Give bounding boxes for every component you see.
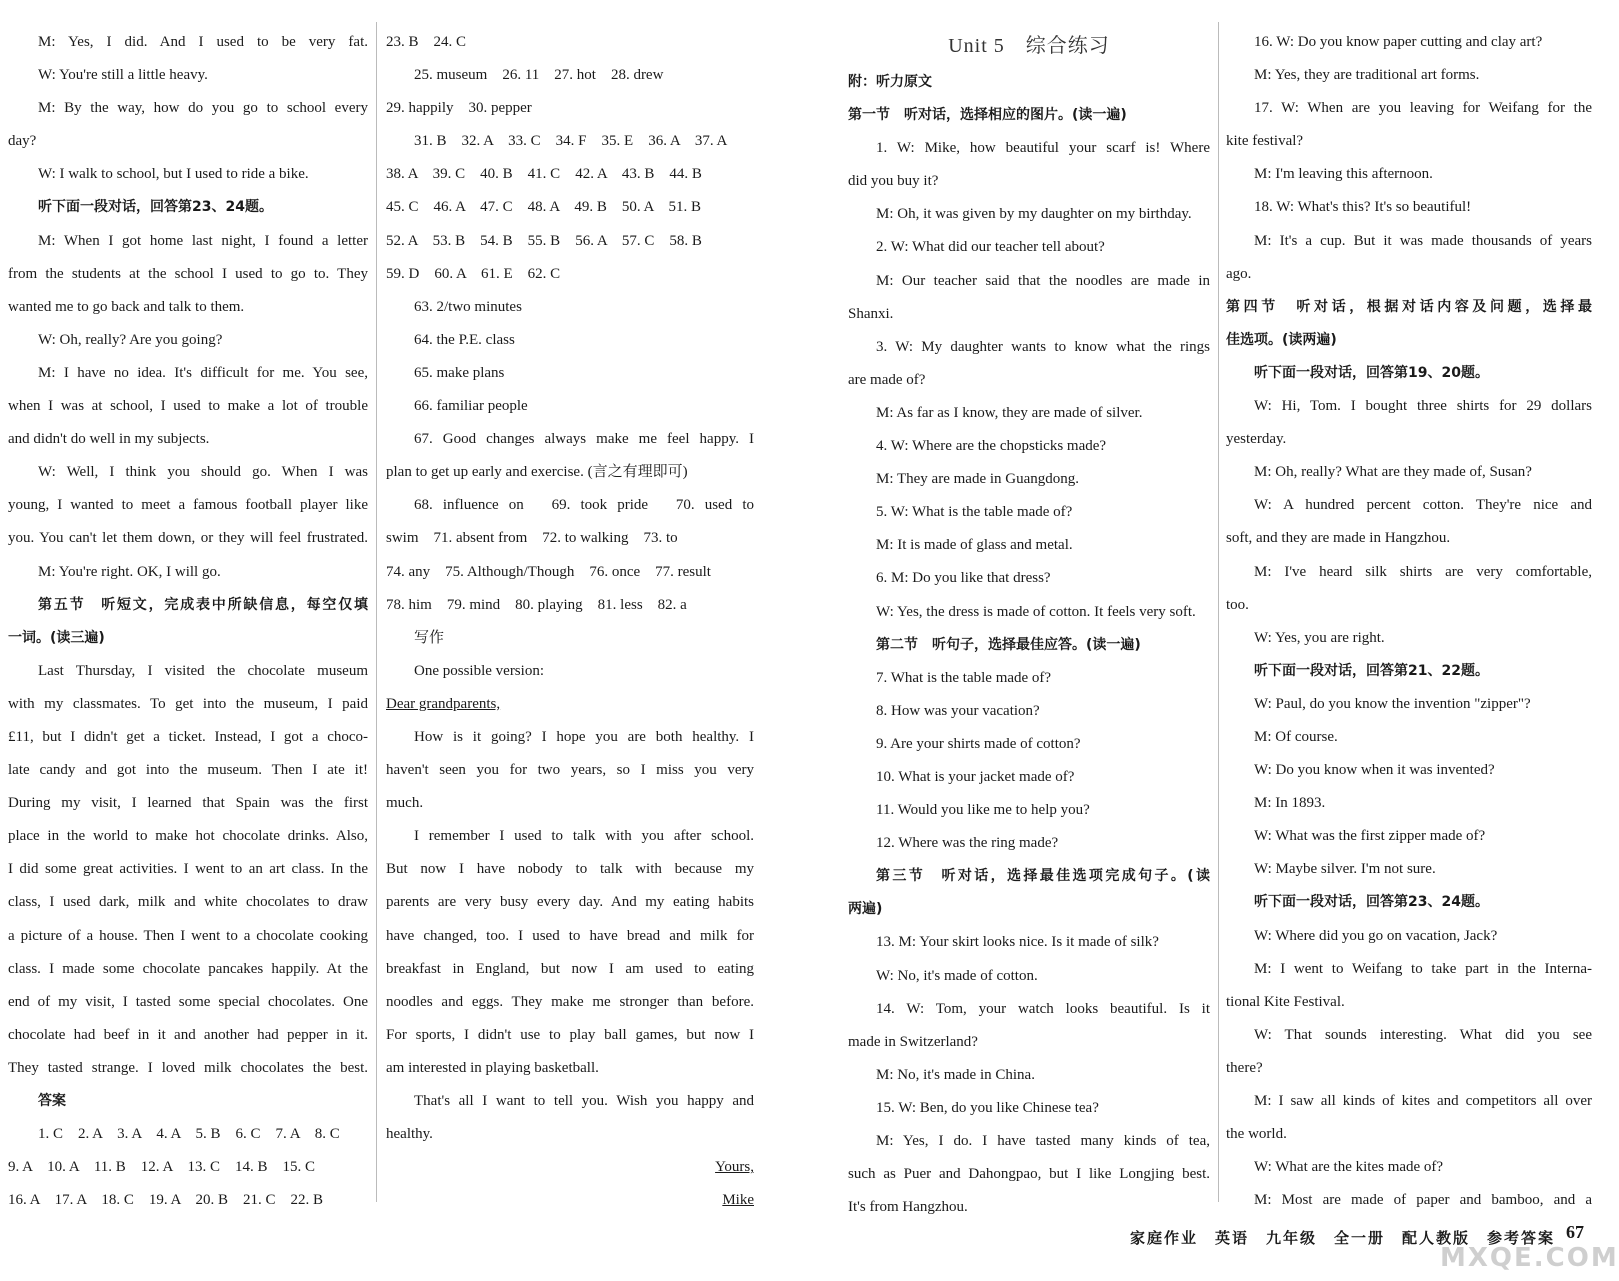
letter-greeting-text: Dear grandparents, <box>386 695 501 712</box>
text-line: 14. W: Tom, your watch looks beautiful. Is it <box>876 1000 1210 1017</box>
text-line: made in Switzerland? <box>848 1033 978 1050</box>
text-line: much. <box>386 795 424 812</box>
text-line: late candy and got into the museum. Then I ate it! <box>8 762 368 779</box>
text-line: 10. What is your jacket made of? <box>876 768 1075 785</box>
section-heading: 第一节 听对话，选择相应的图片。(读一遍) <box>848 107 1127 124</box>
text-line: W: Do you know when it was invented? <box>1254 762 1495 779</box>
text-line: tional Kite Festival. <box>1226 993 1345 1010</box>
text-line: when I was at school, I used to make a lot of trouble <box>8 398 368 415</box>
section-heading: 佳选项。(读两遍) <box>1226 331 1337 348</box>
answers-heading: 答案 <box>38 1093 66 1109</box>
text-line: 2. W: What did our teacher tell about? <box>876 239 1105 256</box>
text-line: M: By the way, how do you go to school every <box>38 100 368 117</box>
text-line: W: Where did you go on vacation, Jack? <box>1254 927 1498 944</box>
column-1 <box>8 26 368 1217</box>
text-line: too. <box>1226 596 1249 613</box>
answer-line: plan to get up early and exercise. (言之有理即可) <box>386 464 688 481</box>
answer-line: 66. familiar people <box>414 398 528 415</box>
text-line: healthy. <box>386 1126 433 1143</box>
letter-greeting <box>386 688 754 721</box>
text-line: end of my visit, I tasted some special chocolates. One <box>8 993 368 1010</box>
text-line: How is it going? I hope you are both healthy. I <box>414 728 754 745</box>
text-line: M: Oh, it was given by my daughter on my birthday. <box>876 206 1192 223</box>
text-line: It's from Hangzhou. <box>848 1199 968 1216</box>
text-line: there? <box>1226 1059 1263 1076</box>
section-instruction: 听下面一段对话，回答第23、24题。 <box>1254 894 1489 911</box>
letter-signature-text: Mike <box>722 1192 754 1209</box>
text-line: M: Yes, I do. I have tasted many kinds of tea, <box>876 1133 1210 1149</box>
text-line: W: Hi, Tom. I bought three shirts for 29 dollars <box>1254 398 1592 415</box>
answer-line: 16. A 17. A 18. C 19. A 20. B 21. C 22. B <box>8 1192 324 1209</box>
text-line: 1. W: Mike, how beautiful your scarf is! Where <box>876 140 1210 157</box>
text-line: did you buy it? <box>848 173 939 190</box>
text-line: M: I'm leaving this afternoon. <box>1254 166 1433 183</box>
text-line: 17. W: When are you leaving for Weifang for the <box>1254 100 1592 117</box>
text-line: haven't seen you for two years, so I miss you very <box>386 762 754 779</box>
page-footer: 家庭作业 英语 九年级 全一册 配人教版 参考答案 <box>1130 1231 1556 1247</box>
text-line: They tasted strange. I loved milk chocolates the best. <box>8 1059 368 1076</box>
text-line: M: Yes, they are traditional art forms. <box>1254 67 1480 84</box>
text-line: W: Well, I think you should go. When I was <box>38 464 368 481</box>
text-line: are made of? <box>848 371 926 388</box>
text-line: young, I wanted to meet a famous football player like <box>8 497 368 514</box>
text-line: M: In 1893. <box>1254 795 1326 812</box>
column-3 <box>848 26 1210 1224</box>
text-line: 13. M: Your skirt looks nice. Is it made of silk? <box>876 934 1159 951</box>
writing-heading: 写作 <box>414 629 445 646</box>
text-line: W: Oh, really? Are you going? <box>38 331 223 348</box>
text-line: day? <box>8 133 37 150</box>
text-line: Shanxi. <box>848 305 894 322</box>
column-4 <box>1226 26 1592 1217</box>
section-instruction: 听下面一段对话，回答第19、20题。 <box>1254 364 1489 381</box>
text-line: the world. <box>1226 1126 1287 1143</box>
text-line: M: It's a cup. But it was made thousands of years <box>1254 232 1592 249</box>
text-line: place in the world to make hot chocolate drinks. Also, <box>8 828 368 845</box>
text-line: W: What was the first zipper made of? <box>1254 828 1486 845</box>
answer-line: 1. C 2. A 3. A 4. A 5. B 6. C 7. A 8. C <box>38 1126 340 1143</box>
text-line: 7. What is the table made of? <box>876 669 1052 686</box>
answer-line: 9. A 10. A 11. B 12. A 13. C 14. B 15. C <box>8 1159 315 1176</box>
text-line: But now I have nobody to talk with because my <box>386 861 754 878</box>
text-line: M: I've heard silk shirts are very comfortable, <box>1254 563 1592 580</box>
text-line: 15. W: Ben, do you like Chinese tea? <box>876 1099 1099 1116</box>
text-line: noodles and eggs. They make me stronger than before. <box>386 993 754 1010</box>
letter-closing <box>386 1151 754 1184</box>
answer-line: swim 71. absent from 72. to walking 73. to <box>386 530 678 547</box>
text-line: class, I used dark, milk and white chocolates to draw <box>8 894 368 911</box>
column-2 <box>386 26 754 1217</box>
text-line: M: Yes, I did. And I used to be very fat. <box>38 34 368 50</box>
unit-title: Unit 5 综合练习 <box>948 35 1110 57</box>
section-heading: 第四节 听对话，根据对话内容及问题，选择最 <box>1226 298 1592 315</box>
answer-line: 78. him 79. mind 80. playing 81. less 82. a <box>386 596 687 613</box>
answer-line: 64. the P.E. class <box>414 331 515 348</box>
text-line: M: No, it's made in China. <box>876 1066 1035 1083</box>
text-line: 5. W: What is the table made of? <box>876 504 1073 521</box>
text-line: 4. W: Where are the chopsticks made? <box>876 438 1107 455</box>
answer-line: 65. make plans <box>414 364 505 381</box>
text-line: chocolate had beef in it and another had pepper in it. <box>8 1026 368 1043</box>
text-line: yesterday. <box>1226 431 1287 448</box>
answer-line: 45. C 46. A 47. C 48. A 49. B 50. A 51. B <box>386 199 702 216</box>
text-line: W: No, it's made of cotton. <box>876 967 1038 984</box>
text-line: am interested in playing basketball. <box>386 1059 599 1076</box>
text-line: W: Yes, the dress is made of cotton. It feels very soft. <box>876 603 1196 620</box>
text-line: kite festival? <box>1226 133 1304 150</box>
section-heading: 一词。(读三遍) <box>8 629 105 646</box>
text-line: W: Maybe silver. I'm not sure. <box>1254 861 1436 878</box>
text-line: M: Of course. <box>1254 728 1338 745</box>
answer-line: 31. B 32. A 33. C 34. F 35. E 36. A 37. A <box>414 133 728 150</box>
text-line: you. You can't let them down, or they will feel frustrated. <box>8 530 368 547</box>
text-line: ago. <box>1226 265 1252 282</box>
answer-line: 23. B 24. C <box>386 34 467 50</box>
text-line: 11. Would you like me to help you? <box>876 802 1090 819</box>
section-instruction: 听下面一段对话，回答第21、22题。 <box>1254 662 1489 679</box>
text-line: M: It is made of glass and metal. <box>876 537 1073 554</box>
answer-line: 67. Good changes always make me feel happy. I <box>414 431 754 448</box>
text-line: parents are very busy every day. And my eating habits <box>386 894 754 911</box>
column-divider <box>376 22 377 1202</box>
text-line: W: Paul, do you know the invention "zipper"? <box>1254 695 1531 712</box>
text-line: M: They are made in Guangdong. <box>876 471 1080 488</box>
answer-line: 29. happily 30. pepper <box>386 100 532 117</box>
text-line: M: I have no idea. It's difficult for me. You see, <box>38 364 368 381</box>
letter-signature <box>386 1184 754 1217</box>
answer-line: 68. influence on 69. took pride 70. used to <box>414 497 754 514</box>
text-line: One possible version: <box>414 662 544 679</box>
text-line: breakfast in England, but now I am used to eating <box>386 960 754 977</box>
text-line: W: That sounds interesting. What did you see <box>1254 1026 1592 1043</box>
text-line: wanted me to go back and talk to them. <box>8 298 245 315</box>
text-line: class. I made some chocolate pancakes happily. At the <box>8 960 368 977</box>
text-line: I remember I used to talk with you after school. <box>414 828 754 845</box>
text-line: For sports, I didn't use to play ball games, but now I <box>386 1026 754 1043</box>
text-line: I did some great activities. I went to an art class. In the <box>8 861 368 878</box>
answer-line: 38. A 39. C 40. B 41. C 42. A 43. B 44. B <box>386 166 702 183</box>
text-line: 9. Are your shirts made of cotton? <box>876 735 1081 752</box>
page-number: 67 <box>1566 1222 1584 1242</box>
text-line: M: When I got home last night, I found a letter <box>38 232 368 249</box>
text-line: W: You're still a little heavy. <box>38 67 208 84</box>
section-heading: 第三节 听对话，选择最佳选项完成句子。(读 <box>876 868 1210 885</box>
text-line: 16. W: Do you know paper cutting and clay art? <box>1254 34 1543 50</box>
text-line: M: I saw all kinds of kites and competitors all over <box>1254 1093 1592 1109</box>
section-heading: 第二节 听句子，选择最佳应答。(读一遍) <box>876 636 1141 653</box>
answer-line: 74. any 75. Although/Though 76. once 77. result <box>386 563 711 580</box>
answer-line: 63. 2/two minutes <box>414 298 522 315</box>
text-line: soft, and they are made in Hangzhou. <box>1226 530 1451 547</box>
text-line: Last Thursday, I visited the chocolate museum <box>38 662 368 679</box>
section-heading: 两遍) <box>848 901 883 918</box>
letter-closing-text: Yours, <box>715 1159 754 1176</box>
text-line: W: Yes, you are right. <box>1254 629 1385 646</box>
text-line: W: A hundred percent cotton. They're nice and <box>1254 497 1592 514</box>
text-line: During my visit, I learned that Spain was the first <box>8 795 368 812</box>
answer-line: 52. A 53. B 54. B 55. B 56. A 57. C 58. B <box>386 232 702 249</box>
text-line: M: I went to Weifang to take part in the Interna- <box>1254 960 1592 977</box>
text-line: 6. M: Do you like that dress? <box>876 570 1051 587</box>
column-divider <box>1218 22 1219 1202</box>
section-instruction: 听下面一段对话，回答第23、24题。 <box>38 199 273 216</box>
text-line: have changed, too. I used to have bread and milk for <box>386 927 754 944</box>
answer-line: 25. museum 26. 11 27. hot 28. drew <box>414 67 664 84</box>
text-line: a picture of a house. Then I went to a chocolate cooking <box>8 927 368 944</box>
text-line: That's all I want to tell you. Wish you happy and <box>414 1093 754 1109</box>
text-line: 18. W: What's this? It's so beautiful! <box>1254 199 1472 216</box>
text-line: such as Puer and Dahongpao, but I like Longjing best. <box>848 1166 1210 1183</box>
section-heading: 第五节 听短文，完成表中所缺信息，每空仅填 <box>38 596 368 613</box>
text-line: 8. How was your vacation? <box>876 702 1040 719</box>
text-line: and didn't do well in my subjects. <box>8 431 210 448</box>
text-line: W: What are the kites made of? <box>1254 1159 1444 1176</box>
text-line: 12. Where was the ring made? <box>876 835 1059 852</box>
answer-line: 59. D 60. A 61. E 62. C <box>386 265 561 282</box>
text-line: £11, but I didn't get a ticket. Instead, I got a choco- <box>8 728 368 745</box>
text-line: from the students at the school I used to go to. They <box>8 265 368 282</box>
text-line: M: Most are made of paper and bamboo, and a <box>1254 1192 1592 1209</box>
text-line: M: Oh, really? What are they made of, Susan? <box>1254 464 1532 481</box>
text-line: M: You're right. OK, I will go. <box>38 563 221 580</box>
text-line: M: Our teacher said that the noodles are made in <box>876 272 1210 289</box>
text-line: 3. W: My daughter wants to know what the rings <box>876 338 1210 355</box>
text-line: with my classmates. To get into the museum, I paid <box>8 695 368 712</box>
section-heading: 附：听力原文 <box>848 74 932 90</box>
text-line: W: I walk to school, but I used to ride a bike. <box>38 166 309 183</box>
watermark: MXQE.COM <box>1440 1243 1619 1273</box>
text-line: M: As far as I know, they are made of silver. <box>876 404 1143 421</box>
